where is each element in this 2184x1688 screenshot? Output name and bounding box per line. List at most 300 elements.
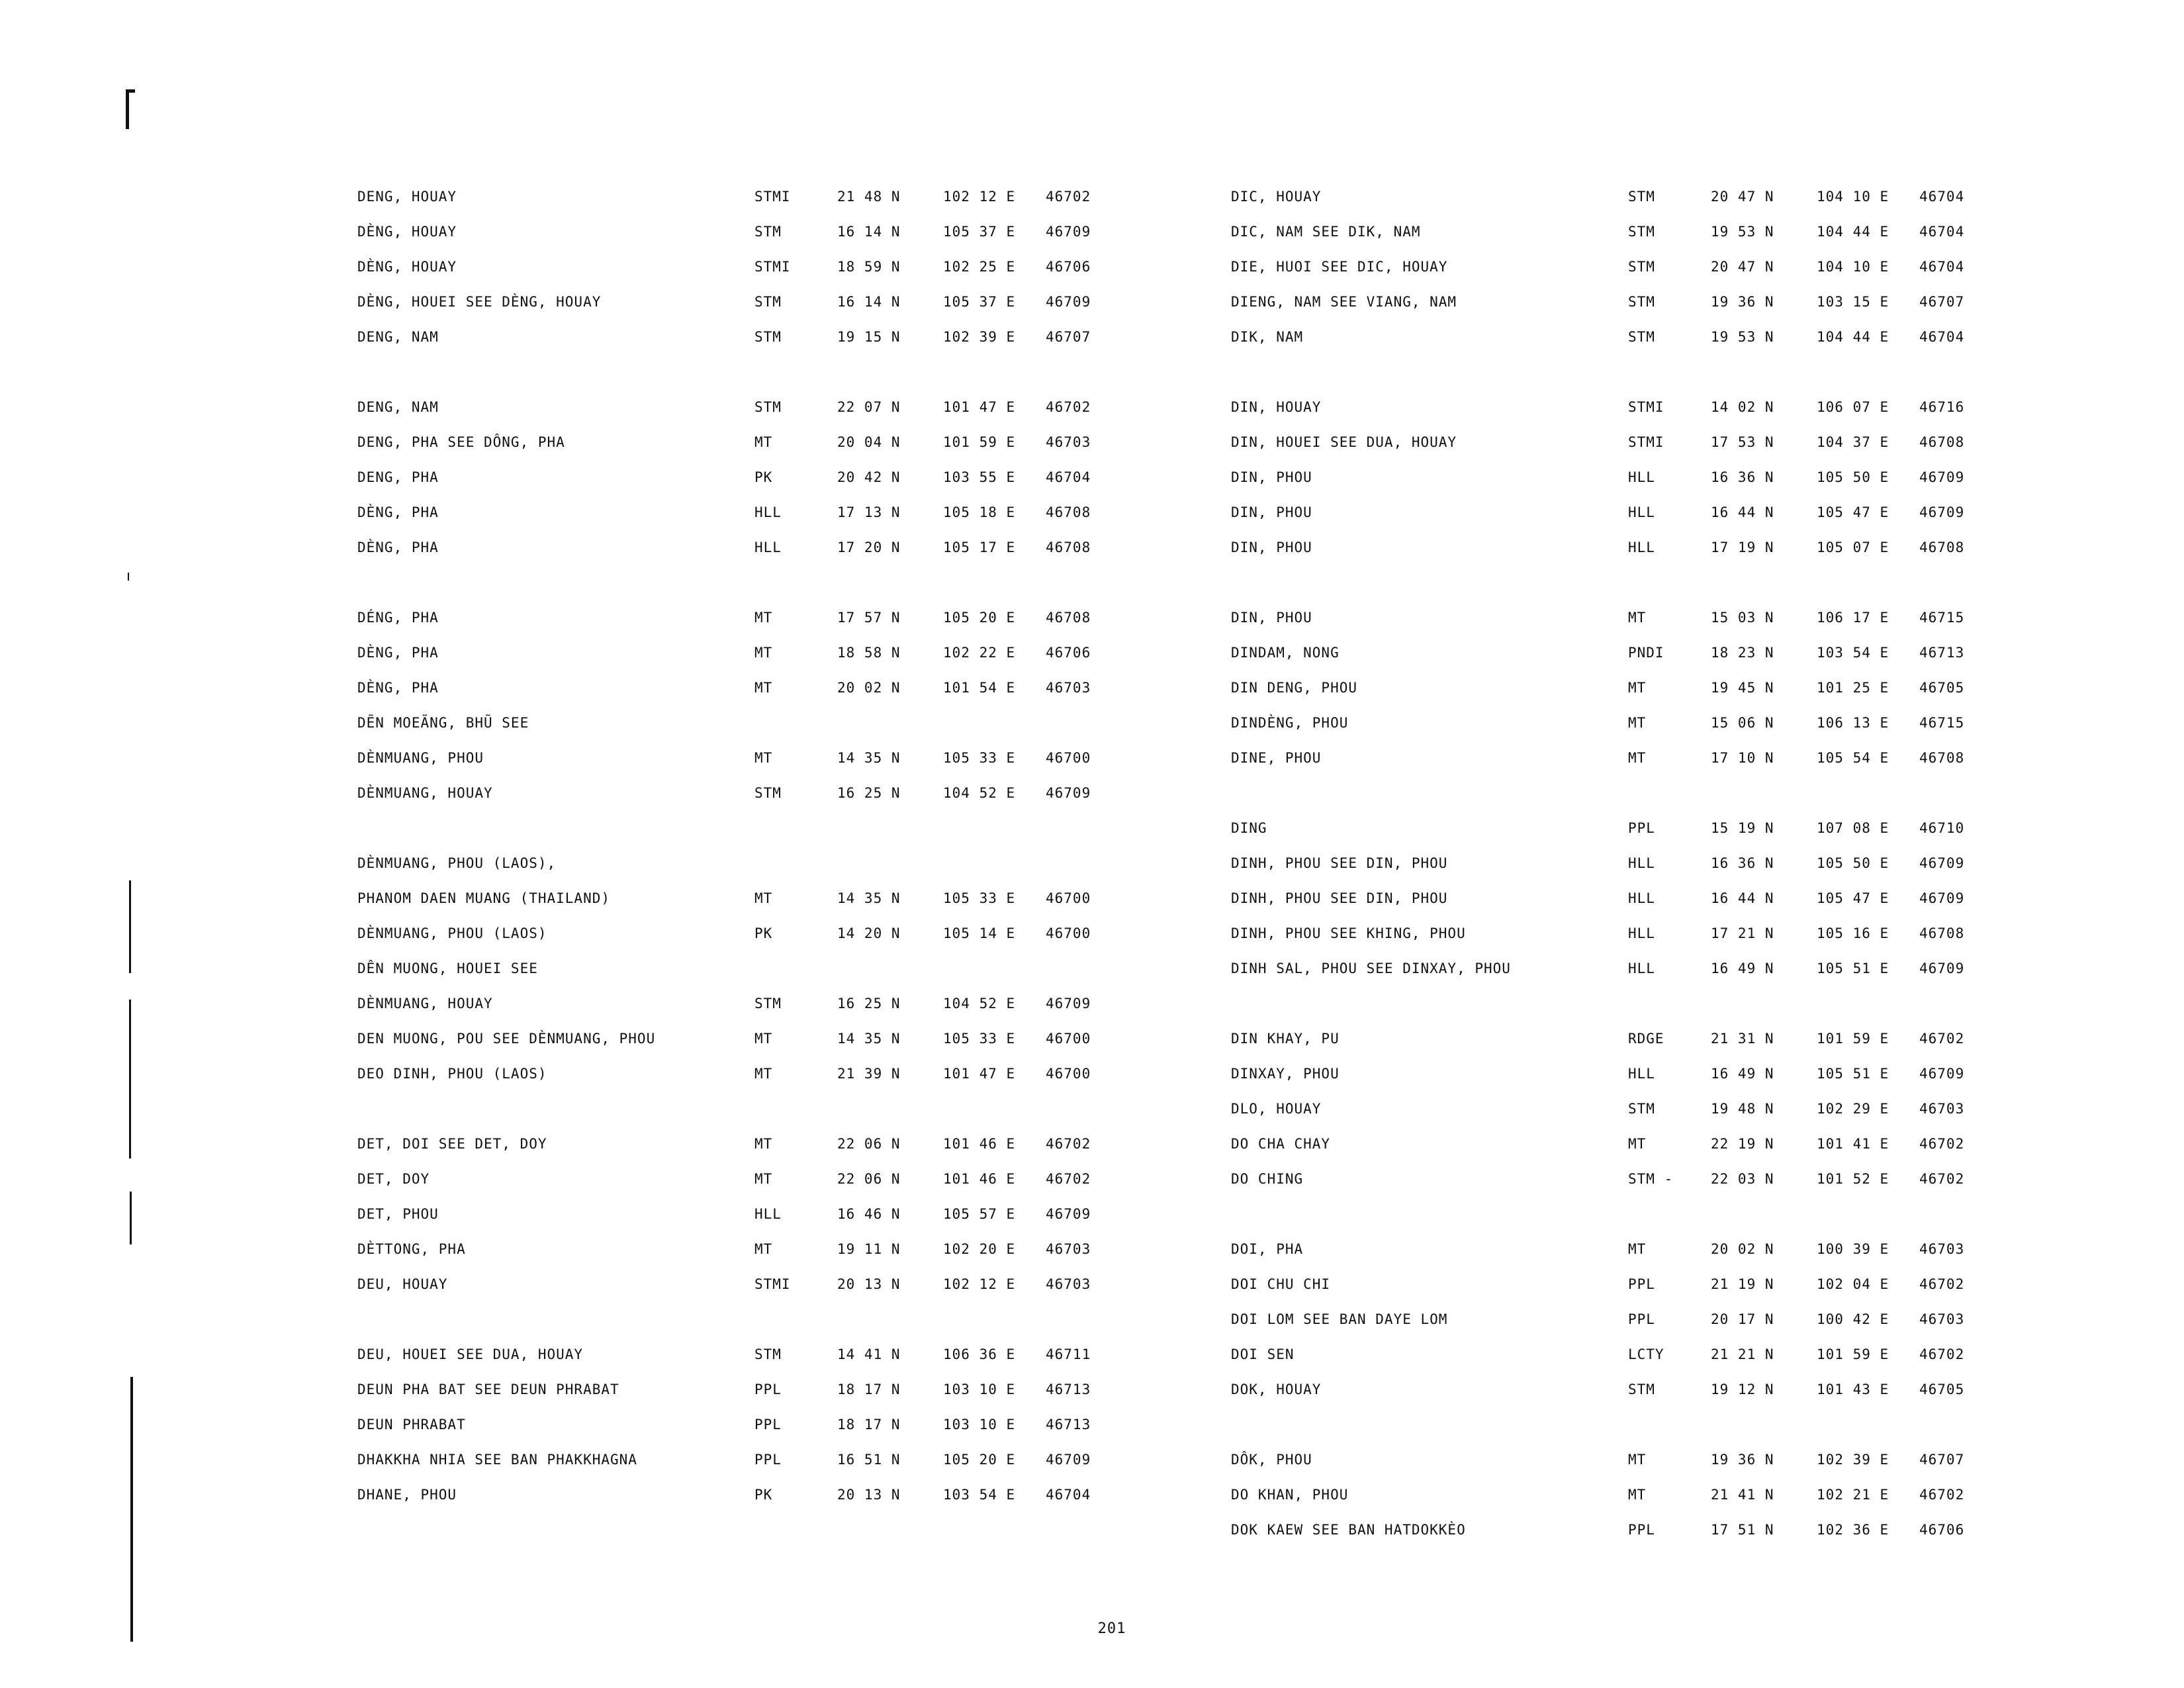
entry-sheet: 46709 [1919,1066,1965,1082]
entry-name: DO CHING [1231,1171,1304,1187]
entry-type: MT [1628,610,1647,626]
entry-type: PPL [754,1417,782,1432]
entry-sheet: 46704 [1919,189,1965,205]
entry-name: DINH, PHOU SEE DIN, PHOU [1231,890,1448,906]
entry-type: MT [754,1171,773,1187]
entry-longitude: 102 36 E [1817,1522,1889,1538]
entry-row [357,1407,1138,1442]
entry-type: STMI [1628,434,1664,450]
entry-longitude: 104 37 E [1817,434,1889,450]
entry-longitude: 104 44 E [1817,329,1889,345]
entry-row [1231,845,2012,880]
entry-longitude: 105 14 E [943,925,1016,941]
entry-type: STMI [754,259,791,275]
entry-sheet: 46704 [1046,469,1091,485]
entry-row [1231,1056,2012,1091]
entry-longitude: 105 37 E [943,224,1016,240]
entry-row [1231,600,2012,635]
entry-name: DIC, HOUAY [1231,189,1322,205]
entry-longitude: 101 47 E [943,1066,1016,1082]
entry-longitude: 100 42 E [1817,1311,1889,1327]
entry-type: HLL [754,1206,782,1222]
entry-type: STM [754,224,782,240]
entry-longitude: 102 22 E [943,645,1016,661]
entry-type: HLL [1628,469,1655,485]
entry-type: STM [754,294,782,310]
entry-latitude: 16 25 N [837,785,901,801]
entry-name: DLO, HOUAY [1231,1101,1322,1117]
entry-row [357,951,1138,986]
entry-latitude: 19 12 N [1711,1382,1774,1397]
margin-mark [126,89,135,93]
entry-sheet: 46716 [1919,399,1965,415]
entry-row [1231,284,2012,319]
entry-latitude: 19 15 N [837,329,901,345]
entry-type: HLL [1628,539,1655,555]
entry-row [1231,1091,2012,1126]
entry-type: PPL [754,1382,782,1397]
entry-type: STM [1628,259,1655,275]
entry-type: STM [1628,224,1655,240]
entry-longitude: 102 12 E [943,189,1016,205]
spacer-row [357,1091,1138,1126]
entry-longitude: 102 25 E [943,259,1016,275]
entry-longitude: 105 20 E [943,1452,1016,1468]
entry-name: DIC, NAM SEE DIK, NAM [1231,224,1421,240]
left-column [357,179,1138,1512]
spacer-row [1231,1196,2012,1231]
entry-sheet: 46702 [1919,1136,1965,1152]
entry-name: DÈNMUANG, PHOU (LAOS) [357,925,547,941]
entry-latitude: 21 39 N [837,1066,901,1082]
entry-sheet: 46702 [1919,1487,1965,1503]
entry-sheet: 46715 [1919,610,1965,626]
entry-sheet: 46704 [1919,329,1965,345]
entry-type: PK [754,469,773,485]
entry-latitude: 21 21 N [1711,1346,1774,1362]
entry-type: STM [754,399,782,415]
spacer-row [1231,565,2012,600]
entry-name: DOK KAEW SEE BAN HATDOKKÈO [1231,1522,1466,1538]
margin-mark [129,1000,131,1158]
entry-longitude: 102 29 E [1817,1101,1889,1117]
entry-sheet: 46700 [1046,1066,1091,1082]
entry-name: DOI CHU CHI [1231,1276,1331,1292]
entry-sheet: 46702 [1046,399,1091,415]
entry-name: DINE, PHOU [1231,750,1322,766]
entry-type: LCTY [1628,1346,1664,1362]
entry-type: MT [1628,1136,1647,1152]
entry-type: PPL [1628,1311,1655,1327]
entry-latitude: 17 57 N [837,610,901,626]
entry-row [1231,1021,2012,1056]
entry-longitude: 105 37 E [943,294,1016,310]
entry-sheet: 46702 [1919,1171,1965,1187]
entry-latitude: 14 35 N [837,890,901,906]
entry-latitude: 15 06 N [1711,715,1774,731]
entry-latitude: 14 35 N [837,1031,901,1047]
entry-sheet: 46702 [1919,1031,1965,1047]
entry-latitude: 22 06 N [837,1171,901,1187]
entry-row [357,1161,1138,1196]
entry-longitude: 105 51 E [1817,961,1889,976]
entry-row [1231,705,2012,740]
entry-latitude: 17 13 N [837,504,901,520]
entry-name: DIN DENG, PHOU [1231,680,1358,696]
entry-row [357,459,1138,494]
entry-name: DIN, PHOU [1231,610,1312,626]
entry-sheet: 46711 [1046,1346,1091,1362]
entry-longitude: 105 18 E [943,504,1016,520]
entry-latitude: 18 58 N [837,645,901,661]
entry-row [357,1477,1138,1512]
entry-latitude: 14 41 N [837,1346,901,1362]
entry-type: RDGE [1628,1031,1664,1047]
entry-sheet: 46704 [1919,224,1965,240]
entry-longitude: 103 10 E [943,1417,1016,1432]
entry-row [1231,810,2012,845]
entry-sheet: 46703 [1046,1276,1091,1292]
entry-name: DINH SAL, PHOU SEE DINXAY, PHOU [1231,961,1511,976]
entry-sheet: 46703 [1046,680,1091,696]
entry-row [357,424,1138,459]
spacer-row [1231,775,2012,810]
entry-name: DINXAY, PHOU [1231,1066,1340,1082]
entry-row [357,319,1138,354]
entry-longitude: 101 46 E [943,1171,1016,1187]
entry-latitude: 19 53 N [1711,329,1774,345]
entry-type: STM [754,996,782,1011]
entry-row [1231,424,2012,459]
entry-row [357,705,1138,740]
spacer-row [357,565,1138,600]
entry-latitude: 18 17 N [837,1417,901,1432]
entry-latitude: 20 47 N [1711,259,1774,275]
entry-sheet: 46704 [1919,259,1965,275]
entry-longitude: 100 39 E [1817,1241,1889,1257]
entry-row [357,494,1138,530]
entry-type: STMI [1628,399,1664,415]
entry-latitude: 16 44 N [1711,890,1774,906]
entry-sheet: 46703 [1919,1311,1965,1327]
entry-type: STM [1628,1101,1655,1117]
entry-row [1231,530,2012,565]
entry-name: DÈNG, PHA [357,504,439,520]
entry-row [1231,1512,2012,1547]
entry-name: DIN, PHOU [1231,469,1312,485]
entry-row [357,1442,1138,1477]
entry-sheet: 46702 [1046,1171,1091,1187]
entry-type: MT [754,1031,773,1047]
entry-latitude: 18 23 N [1711,645,1774,661]
entry-latitude: 16 44 N [1711,504,1774,520]
entry-type: PK [754,925,773,941]
entry-sheet: 46702 [1919,1276,1965,1292]
entry-row [357,986,1138,1021]
entry-latitude: 17 21 N [1711,925,1774,941]
entry-latitude: 21 48 N [837,189,901,205]
entry-sheet: 46708 [1919,434,1965,450]
entry-name: DINH, PHOU SEE KHING, PHOU [1231,925,1466,941]
entry-type: HLL [1628,961,1655,976]
entry-type: MT [754,1241,773,1257]
entry-name: DINDAM, NONG [1231,645,1340,661]
entry-latitude: 16 14 N [837,294,901,310]
entry-name: DO KHAN, PHOU [1231,1487,1349,1503]
entry-latitude: 20 13 N [837,1276,901,1292]
entry-row [357,1266,1138,1301]
entry-row [1231,319,2012,354]
entry-latitude: 20 13 N [837,1487,901,1503]
entry-name: DÈNMUANG, PHOU (LAOS), [357,855,557,871]
entry-longitude: 105 51 E [1817,1066,1889,1082]
entry-longitude: 105 54 E [1817,750,1889,766]
entry-latitude: 18 17 N [837,1382,901,1397]
entry-row [357,915,1138,951]
entry-type: STM [1628,329,1655,345]
entry-sheet: 46705 [1919,1382,1965,1397]
entry-type: PNDI [1628,645,1664,661]
entry-longitude: 103 55 E [943,469,1016,485]
entry-latitude: 17 20 N [837,539,901,555]
entry-latitude: 19 48 N [1711,1101,1774,1117]
entry-latitude: 20 04 N [837,434,901,450]
entry-type: STM [1628,1382,1655,1397]
entry-longitude: 106 17 E [1817,610,1889,626]
entry-row [357,1021,1138,1056]
entry-sheet: 46703 [1046,1241,1091,1257]
entry-latitude: 16 51 N [837,1452,901,1468]
entry-type: HLL [754,539,782,555]
entry-sheet: 46708 [1919,925,1965,941]
entry-sheet: 46713 [1046,1417,1091,1432]
entry-type: HLL [1628,855,1655,871]
entry-longitude: 105 20 E [943,610,1016,626]
entry-name: DÈTTONG, PHA [357,1241,466,1257]
entry-name: DIN, HOUEI SEE DUA, HOUAY [1231,434,1457,450]
entry-longitude: 103 15 E [1817,294,1889,310]
entry-row [1231,915,2012,951]
entry-type: PPL [754,1452,782,1468]
entry-latitude: 19 53 N [1711,224,1774,240]
entry-longitude: 104 10 E [1817,259,1889,275]
entry-longitude: 101 52 E [1817,1171,1889,1187]
entry-sheet: 46703 [1919,1241,1965,1257]
entry-row [1231,249,2012,284]
entry-longitude: 102 21 E [1817,1487,1889,1503]
entry-sheet: 46707 [1046,329,1091,345]
entry-latitude: 22 06 N [837,1136,901,1152]
entry-sheet: 46708 [1919,539,1965,555]
entry-longitude: 101 59 E [943,434,1016,450]
entry-name: DING [1231,820,1267,836]
entry-name: DẼN MOEÃNG, BHŨ SEE [357,715,529,731]
spacer-row [357,810,1138,845]
entry-latitude: 14 02 N [1711,399,1774,415]
entry-latitude: 22 07 N [837,399,901,415]
entry-latitude: 16 36 N [1711,469,1774,485]
entry-latitude: 15 19 N [1711,820,1774,836]
spacer-row [1231,986,2012,1021]
entry-sheet: 46709 [1046,224,1091,240]
entry-type: STM [754,785,782,801]
entry-latitude: 16 25 N [837,996,901,1011]
entry-row [1231,389,2012,424]
page-number: 201 [1097,1620,1126,1637]
entry-type: STMI [754,1276,791,1292]
entry-row [1231,214,2012,249]
entry-latitude: 15 03 N [1711,610,1774,626]
right-column [1231,179,2012,1547]
entry-name: DÊN MUONG, HOUEI SEE [357,961,538,976]
entry-row [357,284,1138,319]
entry-name: DÈNG, HOUAY [357,224,457,240]
entry-name: DOI, PHA [1231,1241,1304,1257]
entry-sheet: 46703 [1919,1101,1965,1117]
entry-sheet: 46709 [1046,996,1091,1011]
entry-row [1231,635,2012,670]
entry-type: PPL [1628,820,1655,836]
entry-row [357,530,1138,565]
entry-longitude: 102 39 E [943,329,1016,345]
entry-row [357,635,1138,670]
entry-name: DENG, HOUAY [357,189,457,205]
entry-longitude: 102 39 E [1817,1452,1889,1468]
spacer-row [357,1301,1138,1336]
entry-latitude: 14 35 N [837,750,901,766]
entry-row [1231,670,2012,705]
entry-latitude: 20 02 N [1711,1241,1774,1257]
entry-type: HLL [1628,1066,1655,1082]
entry-latitude: 19 36 N [1711,1452,1774,1468]
entry-type: MT [754,750,773,766]
entry-sheet: 46708 [1919,750,1965,766]
entry-type: MT [754,890,773,906]
entry-type: MT [1628,1452,1647,1468]
entry-row [357,1336,1138,1372]
spacer-row [1231,1407,2012,1442]
entry-sheet: 46703 [1046,434,1091,450]
entry-row [357,600,1138,635]
entry-type: MT [1628,1241,1647,1257]
entry-row [357,1056,1138,1091]
entry-type: MT [754,645,773,661]
entry-longitude: 105 16 E [1817,925,1889,941]
entry-latitude: 22 03 N [1711,1171,1774,1187]
entry-sheet: 46709 [1919,961,1965,976]
entry-row [1231,1477,2012,1512]
entry-type: STM [754,1346,782,1362]
entry-latitude: 17 10 N [1711,750,1774,766]
margin-mark [126,89,129,129]
entry-sheet: 46715 [1919,715,1965,731]
entry-name: DIENG, NAM SEE VIANG, NAM [1231,294,1457,310]
entry-name: DHAKKHA NHIA SEE BAN PHAKKHAGNA [357,1452,637,1468]
entry-name: DIN, PHOU [1231,504,1312,520]
entry-sheet: 46710 [1919,820,1965,836]
entry-name: DIN KHAY, PU [1231,1031,1340,1047]
entry-type: MT [1628,750,1647,766]
entry-sheet: 46706 [1046,259,1091,275]
entry-type: HLL [754,504,782,520]
entry-sheet: 46702 [1046,189,1091,205]
entry-type: MT [1628,715,1647,731]
entry-sheet: 46713 [1919,645,1965,661]
entry-name: DET, PHOU [357,1206,439,1222]
entry-longitude: 105 07 E [1817,539,1889,555]
entry-row [357,1126,1138,1161]
entry-longitude: 101 41 E [1817,1136,1889,1152]
entry-name: DIK, NAM [1231,329,1304,345]
margin-mark [129,880,131,973]
entry-longitude: 102 12 E [943,1276,1016,1292]
entry-latitude: 16 46 N [837,1206,901,1222]
entry-row [357,1231,1138,1266]
entry-longitude: 105 33 E [943,750,1016,766]
entry-type: MT [754,1136,773,1152]
entry-type: STM [754,329,782,345]
entry-name: DHANE, PHOU [357,1487,457,1503]
entry-type: PPL [1628,1522,1655,1538]
entry-sheet: 46707 [1919,294,1965,310]
entry-row [1231,740,2012,775]
entry-latitude: 16 49 N [1711,1066,1774,1082]
entry-row [1231,1372,2012,1407]
entry-row [1231,494,2012,530]
entry-longitude: 104 52 E [943,785,1016,801]
entry-longitude: 106 07 E [1817,399,1889,415]
entry-row [357,845,1138,880]
entry-name: DIN, HOUAY [1231,399,1322,415]
entry-latitude: 17 53 N [1711,434,1774,450]
entry-latitude: 20 17 N [1711,1311,1774,1327]
entry-longitude: 101 59 E [1817,1031,1889,1047]
entry-name: DEN MUONG, POU SEE DÈNMUANG, PHOU [357,1031,656,1047]
entry-name: DENG, NAM [357,399,439,415]
entry-sheet: 46707 [1919,1452,1965,1468]
entry-type: HLL [1628,504,1655,520]
margin-mark [130,1377,133,1642]
entry-row [1231,1266,2012,1301]
entry-name: DÈNG, PHA [357,680,439,696]
entry-longitude: 105 50 E [1817,855,1889,871]
entry-type: STMI [754,189,791,205]
entry-sheet: 46700 [1046,925,1091,941]
entry-row [1231,1231,2012,1266]
entry-type: MT [754,680,773,696]
entry-name: DOI SEN [1231,1346,1295,1362]
entry-sheet: 46700 [1046,750,1091,766]
entry-latitude: 22 19 N [1711,1136,1774,1152]
entry-sheet: 46709 [1046,294,1091,310]
entry-type: STM - [1628,1171,1674,1187]
entry-sheet: 46713 [1046,1382,1091,1397]
entry-latitude: 20 42 N [837,469,901,485]
entry-sheet: 46700 [1046,1031,1091,1047]
entry-longitude: 103 10 E [943,1382,1016,1397]
entry-name: DEO DINH, PHOU (LAOS) [357,1066,547,1082]
spacer-row [1231,354,2012,389]
entry-name: DENG, PHA [357,469,439,485]
entry-sheet: 46709 [1046,785,1091,801]
entry-name: DEUN PHA BAT SEE DEUN PHRABAT [357,1382,619,1397]
entry-sheet: 46709 [1046,1206,1091,1222]
entry-row [1231,1126,2012,1161]
entry-longitude: 101 25 E [1817,680,1889,696]
entry-longitude: 107 08 E [1817,820,1889,836]
entry-row [1231,1442,2012,1477]
entry-longitude: 101 59 E [1817,1346,1889,1362]
